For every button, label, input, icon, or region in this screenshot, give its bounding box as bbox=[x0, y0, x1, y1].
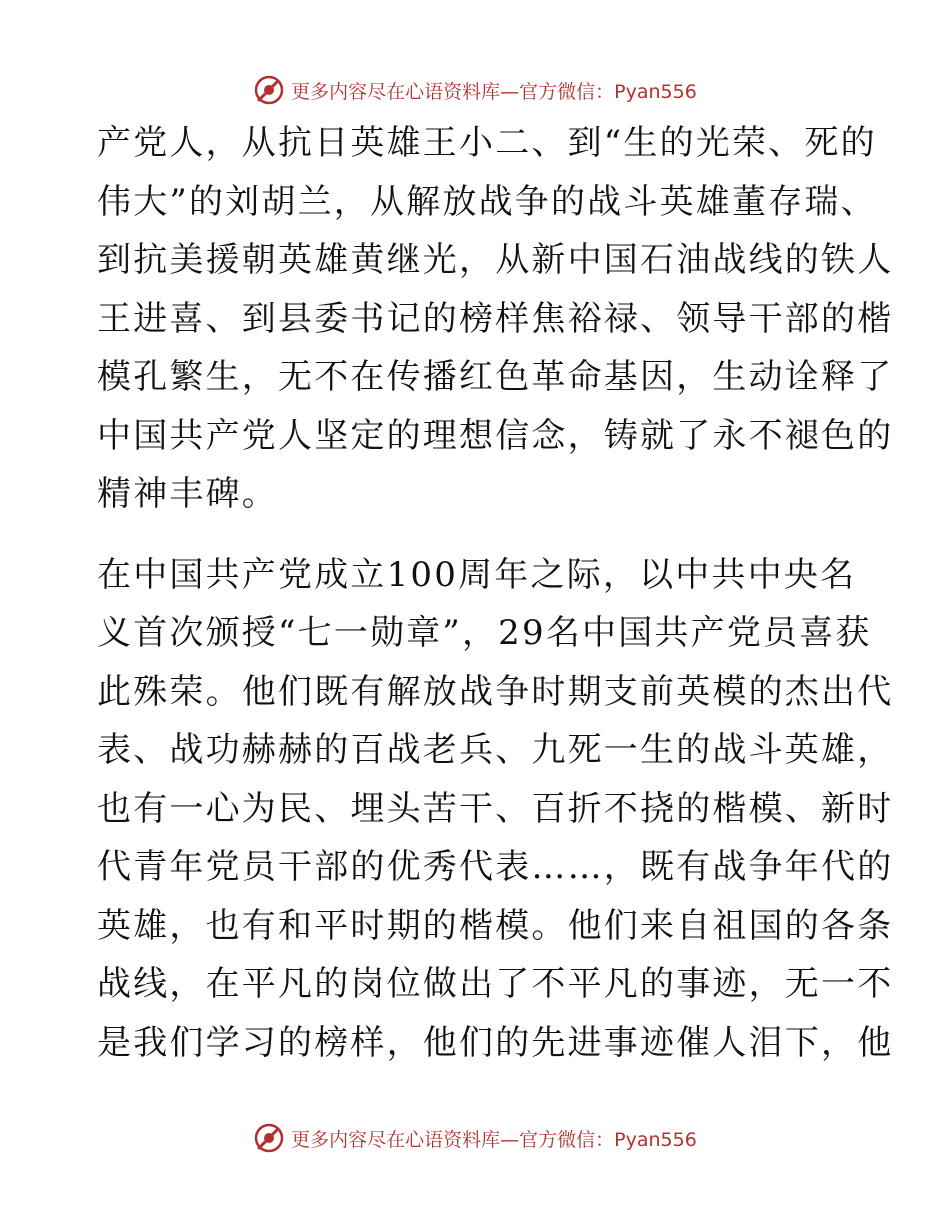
text-line: 伟大”的刘胡兰，从解放战争的战斗英雄董存瑞、 bbox=[97, 181, 877, 222]
logo-icon bbox=[253, 1122, 285, 1154]
text-line: 中国共产党人坚定的理想信念，铸就了永不褪色的 bbox=[97, 415, 894, 456]
footer-banner bbox=[0, 1118, 950, 1158]
text-line: 王进喜、到县委书记的榜样焦裕禄、领导干部的楷 bbox=[97, 298, 894, 339]
text-line: 也有一心为民、埋头苦干、百折不挠的楷模、新时 bbox=[97, 788, 894, 829]
text-line: 精神丰碑。 bbox=[97, 474, 278, 514]
text-line: 英雄，也有和平时期的楷模。他们来自祖国的各条 bbox=[97, 905, 894, 946]
text-line: 义首次颁授“七一勋章”，29名中国共产党员喜获 bbox=[97, 613, 872, 653]
text-line: 产党人，从抗日英雄王小二、到“生的光荣、死的 bbox=[97, 123, 877, 163]
text-line: 到抗美援朝英雄黄继光，从新中国石油战线的铁人 bbox=[97, 240, 894, 280]
paragraph-1 bbox=[97, 114, 894, 524]
text-line: 在中国共产党成立100周年之际，以中共中央名 bbox=[97, 554, 857, 595]
document-body bbox=[97, 114, 894, 1072]
text-line: 是我们学习的榜样，他们的先进事迹催人泪下，他 bbox=[97, 1022, 894, 1063]
banner-wechat: 官方微信：Pyan556 bbox=[519, 80, 697, 103]
logo-icon bbox=[253, 74, 285, 106]
banner-wechat: 官方微信：Pyan556 bbox=[519, 1128, 697, 1151]
paragraph-2 bbox=[97, 546, 894, 1073]
text-line: 战线，在平凡的岗位做出了不平凡的事迹，无一不 bbox=[97, 964, 894, 1004]
text-line: 表、战功赫赫的百战老兵、九死一生的战斗英雄， bbox=[97, 730, 894, 770]
header-banner bbox=[0, 70, 950, 110]
banner-text: 更多内容尽在心语资料库— bbox=[291, 1128, 520, 1151]
text-line: 模孔繁生，无不在传播红色革命基因，生动诠释了 bbox=[97, 357, 894, 397]
text-line: 代青年党员干部的优秀代表……，既有战争年代的 bbox=[97, 847, 894, 887]
text-line: 此殊荣。他们既有解放战争时期支前英模的杰出代 bbox=[97, 671, 894, 712]
banner-text: 更多内容尽在心语资料库— bbox=[291, 80, 520, 103]
